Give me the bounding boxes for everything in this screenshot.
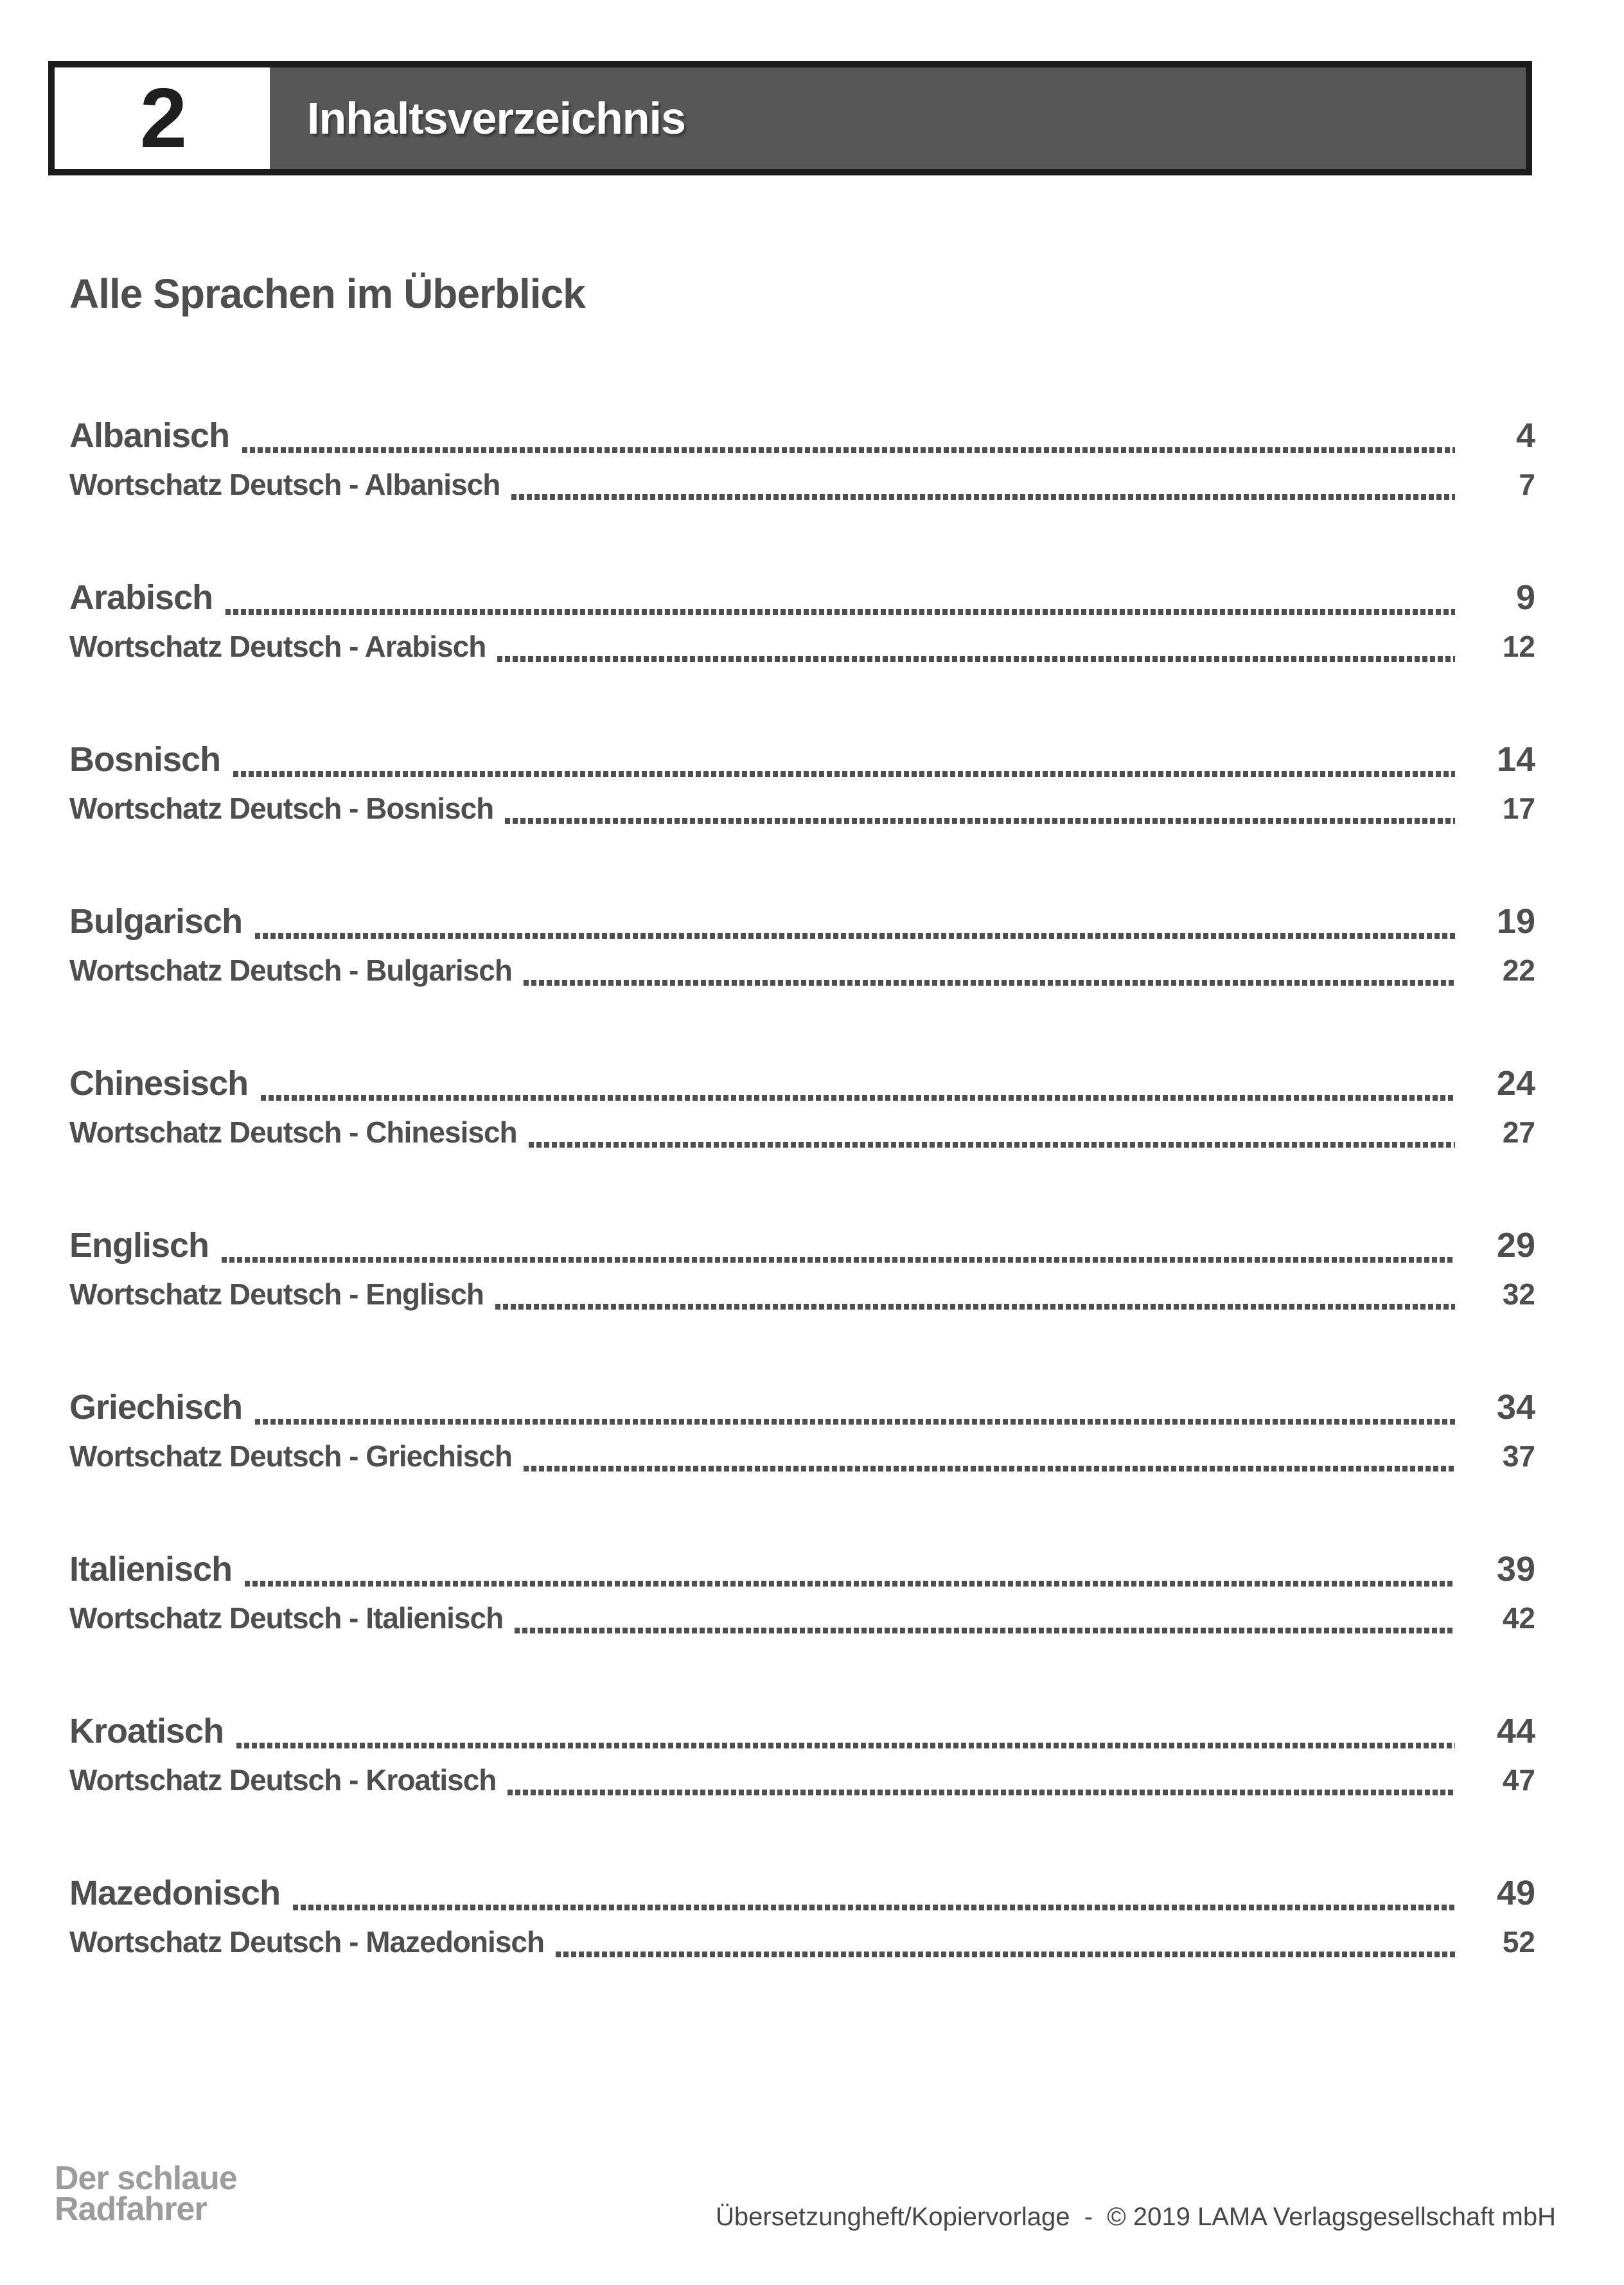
- toc-subentry: [69, 1109, 1535, 1155]
- toc-subentry: [69, 947, 1535, 993]
- publisher-logo-line1: Der schlaue: [55, 2160, 237, 2197]
- toc-entry-page: 24: [1496, 1064, 1535, 1103]
- toc-subentry-page: 17: [1502, 792, 1535, 825]
- toc-subentry-label: Wortschatz Deutsch - Mazedonisch: [69, 1925, 545, 1959]
- toc-group: [69, 734, 1535, 831]
- toc-entry: [69, 734, 1535, 785]
- toc-entry-label: Mazedonisch: [69, 1874, 281, 1912]
- toc-entry-label: Arabisch: [69, 578, 213, 617]
- toc-subentry-page: 52: [1502, 1925, 1535, 1959]
- toc-subentry-label: Wortschatz Deutsch - Kroatisch: [69, 1763, 497, 1797]
- toc-subentry: [69, 623, 1535, 670]
- toc-entry-label: Albanisch: [69, 416, 230, 455]
- dot-leader: [293, 1905, 1455, 1910]
- toc-group: [69, 1382, 1535, 1479]
- toc-entry-label: Italienisch: [69, 1550, 233, 1588]
- toc-subentry-page: 42: [1502, 1601, 1535, 1635]
- dot-leader: [529, 1142, 1455, 1148]
- toc-subentry: [69, 1595, 1535, 1641]
- toc-entry: [69, 1705, 1535, 1757]
- dot-leader: [508, 1790, 1455, 1795]
- toc-group: [69, 1058, 1535, 1155]
- dot-leader: [515, 1628, 1455, 1633]
- toc-subentry-label: Wortschatz Deutsch - Albanisch: [69, 468, 500, 501]
- dot-leader: [505, 818, 1455, 824]
- toc-entry-page: 34: [1496, 1388, 1535, 1427]
- dot-leader: [497, 656, 1455, 662]
- toc-entry-page: 29: [1496, 1226, 1535, 1265]
- toc-entry-label: Bulgarisch: [69, 902, 243, 941]
- toc-entry-page: 44: [1496, 1712, 1535, 1750]
- toc-entry: [69, 1867, 1535, 1919]
- dot-leader: [261, 1095, 1455, 1101]
- header-bar: [270, 67, 1526, 169]
- toc-subentry-label: Wortschatz Deutsch - Griechisch: [69, 1439, 512, 1473]
- dot-leader: [255, 933, 1455, 939]
- toc-entry: [69, 410, 1535, 461]
- toc-subentry-page: 12: [1502, 630, 1535, 663]
- page-number: 2: [139, 71, 185, 165]
- page-header: [48, 61, 1532, 175]
- header-title: Inhaltsverzeichnis: [307, 93, 685, 143]
- toc-subentry-label: Wortschatz Deutsch - Bulgarisch: [69, 954, 512, 987]
- section-title: Alle Sprachen im Überblick: [69, 271, 585, 317]
- dot-leader: [556, 1952, 1455, 1957]
- toc-group: [69, 1867, 1535, 1965]
- toc-entry: [69, 896, 1535, 947]
- dot-leader: [236, 1743, 1455, 1748]
- dot-leader: [233, 771, 1455, 777]
- dot-leader: [222, 1257, 1455, 1263]
- toc-entry-label: Kroatisch: [69, 1712, 224, 1750]
- toc-subentry-page: 37: [1502, 1439, 1535, 1473]
- toc-entry-label: Bosnisch: [69, 740, 221, 779]
- publisher-logo-line2: Radfahrer: [55, 2191, 207, 2228]
- toc-entry-page: 19: [1496, 902, 1535, 941]
- toc-entry-page: 9: [1515, 578, 1535, 617]
- toc-subentry-label: Wortschatz Deutsch - Chinesisch: [69, 1116, 517, 1149]
- toc-entry-page: 39: [1496, 1550, 1535, 1588]
- dot-leader: [524, 980, 1455, 986]
- toc-subentry-page: 27: [1502, 1116, 1535, 1149]
- dot-leader: [255, 1419, 1455, 1425]
- toc-entry-page: 14: [1496, 740, 1535, 779]
- toc-group: [69, 1705, 1535, 1803]
- toc-subentry-page: 22: [1502, 954, 1535, 987]
- publisher-logo: [55, 2160, 237, 2228]
- toc-subentry-page: 7: [1519, 468, 1535, 501]
- toc-subentry: [69, 1271, 1535, 1317]
- toc-entry: [69, 1058, 1535, 1109]
- toc-entry: [69, 1543, 1535, 1595]
- toc-entry-label: Englisch: [69, 1226, 209, 1265]
- toc-subentry: [69, 785, 1535, 831]
- toc-entry-page: 4: [1515, 416, 1535, 455]
- toc-entry: [69, 1220, 1535, 1271]
- dot-leader: [245, 1581, 1455, 1587]
- toc-subentry-page: 32: [1502, 1277, 1535, 1311]
- toc-subentry-label: Wortschatz Deutsch - Arabisch: [69, 630, 486, 663]
- toc-entry: [69, 572, 1535, 623]
- toc-group: [69, 896, 1535, 993]
- toc-subentry-label: Wortschatz Deutsch - Bosnisch: [69, 792, 494, 825]
- toc-list: [69, 410, 1535, 2029]
- toc-subentry-label: Wortschatz Deutsch - Italienisch: [69, 1601, 504, 1635]
- dot-leader: [495, 1304, 1455, 1310]
- toc-entry-label: Griechisch: [69, 1388, 243, 1427]
- dot-leader: [225, 609, 1455, 615]
- toc-subentry: [69, 1919, 1535, 1965]
- toc-subentry-label: Wortschatz Deutsch - Englisch: [69, 1277, 484, 1311]
- dot-leader: [524, 1466, 1455, 1471]
- toc-subentry-page: 47: [1502, 1763, 1535, 1797]
- toc-subentry: [69, 1757, 1535, 1803]
- toc-group: [69, 1543, 1535, 1641]
- dot-leader: [242, 447, 1455, 453]
- footer-imprint: Übersetzungheft/Kopiervorlage - © 2019 LAMA Verlagsgesellschaft mbH: [716, 2203, 1556, 2231]
- toc-subentry: [69, 461, 1535, 508]
- toc-entry-page: 49: [1496, 1874, 1535, 1912]
- toc-group: [69, 1220, 1535, 1317]
- toc-entry-label: Chinesisch: [69, 1064, 249, 1103]
- toc-group: [69, 410, 1535, 508]
- toc-entry: [69, 1382, 1535, 1433]
- toc-group: [69, 572, 1535, 670]
- dot-leader: [511, 494, 1455, 500]
- toc-subentry: [69, 1433, 1535, 1479]
- page-number-box: [55, 67, 270, 169]
